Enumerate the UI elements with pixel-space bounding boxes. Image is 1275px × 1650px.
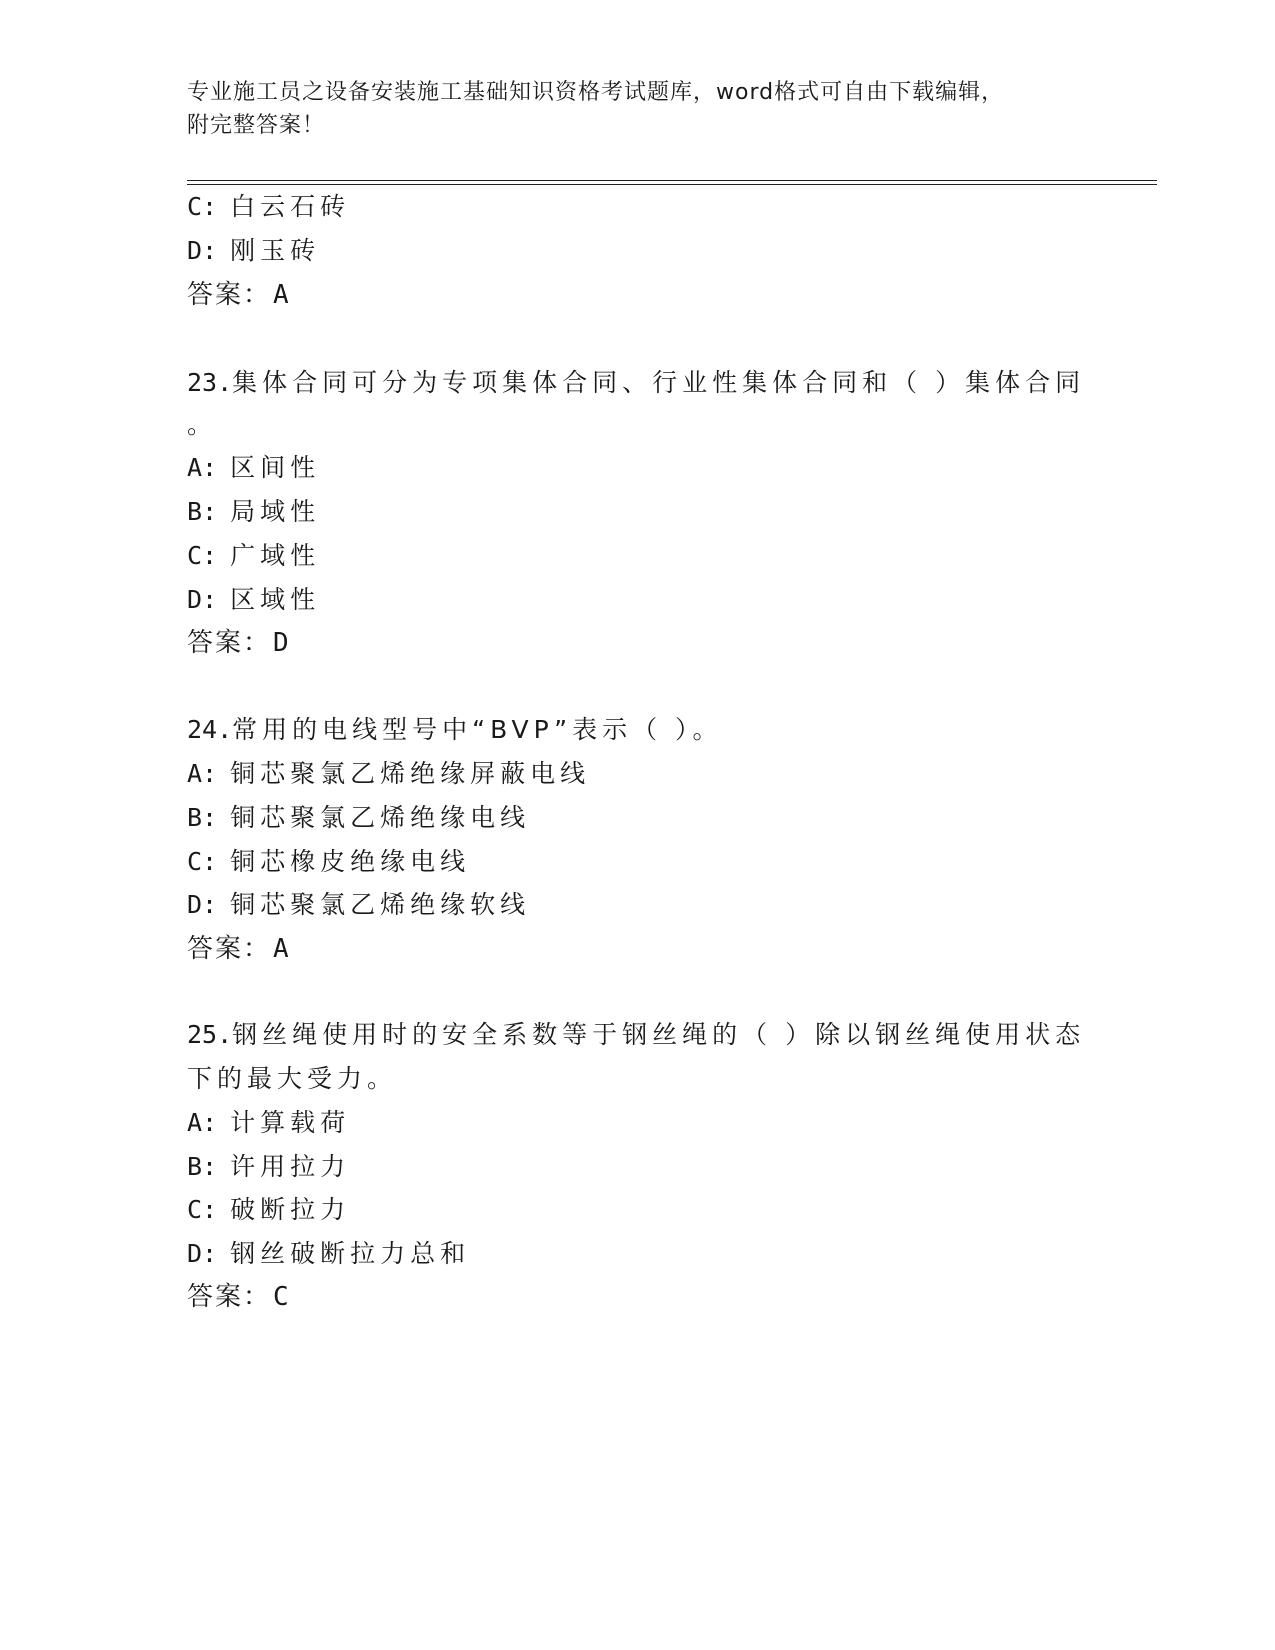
answer-label: 答案： xyxy=(187,934,272,964)
option-text: 刚玉砖 xyxy=(230,236,321,265)
option-text: 铜芯聚氯乙烯绝缘软线 xyxy=(230,890,531,919)
q24-option-b xyxy=(187,801,530,835)
question-number: 25. xyxy=(187,1020,233,1049)
q24-text-line-1 xyxy=(187,713,723,747)
q23-option-a xyxy=(187,451,320,485)
option-text: 铜芯聚氯乙烯绝缘屏蔽电线 xyxy=(230,759,591,788)
option-label: A: xyxy=(187,453,218,482)
option-text: 区间性 xyxy=(230,453,321,482)
q23-option-d xyxy=(187,583,320,617)
q24-answer xyxy=(187,932,291,966)
document-header xyxy=(187,76,1067,142)
answer-value: D xyxy=(273,628,291,658)
question-text: 常用的电线型号中“BVP”表示（ ）。 xyxy=(232,715,723,744)
question-number: 24. xyxy=(187,715,233,744)
option-text: 局域性 xyxy=(230,497,321,526)
question-text: 集体合同可分为专项集体合同、行业性集体合同和（ ）集体合同 xyxy=(232,368,1086,397)
option-label: C: xyxy=(187,541,218,570)
option-label: D: xyxy=(187,585,218,614)
option-text: 破断拉力 xyxy=(230,1195,351,1224)
q22-answer xyxy=(187,278,291,312)
answer-value: C xyxy=(273,1282,291,1312)
q23-text-line-2 xyxy=(187,408,217,442)
option-label: C: xyxy=(187,1195,218,1224)
option-label: B: xyxy=(187,1152,218,1181)
answer-value: A xyxy=(273,934,291,964)
answer-label: 答案： xyxy=(187,628,272,658)
q25-text-line-1 xyxy=(187,1018,1085,1052)
question-text: 钢丝绳使用时的安全系数等于钢丝绳的（ ）除以钢丝绳使用状态 xyxy=(232,1020,1086,1049)
question-number: 23. xyxy=(187,368,233,397)
option-label: D: xyxy=(187,236,218,265)
q25-text-line-2 xyxy=(187,1062,397,1096)
option-label: D: xyxy=(187,1239,218,1268)
q25-answer xyxy=(187,1280,291,1314)
q23-answer xyxy=(187,626,291,660)
question-text: 下的最大受力。 xyxy=(187,1064,398,1093)
header-line-1: 专业施工员之设备安装施工基础知识资格考试题库，word格式可自由下载编辑， xyxy=(187,80,1005,105)
option-text: 许用拉力 xyxy=(230,1152,351,1181)
option-label: C: xyxy=(187,847,218,876)
option-label: A: xyxy=(187,759,218,788)
answer-value: A xyxy=(273,280,291,310)
q25-option-d xyxy=(187,1237,470,1271)
option-label: B: xyxy=(187,803,218,832)
q25-option-b xyxy=(187,1150,350,1184)
q24-option-d xyxy=(187,888,530,922)
option-text: 白云石砖 xyxy=(230,192,351,221)
q25-option-c xyxy=(187,1193,350,1227)
option-text: 铜芯聚氯乙烯绝缘电线 xyxy=(230,803,531,832)
option-label: C: xyxy=(187,192,218,221)
header-divider-bottom xyxy=(187,184,1157,185)
option-text: 铜芯橡皮绝缘电线 xyxy=(230,847,471,876)
q23-text-line-1 xyxy=(187,366,1085,400)
q23-option-b xyxy=(187,495,320,529)
q24-option-a xyxy=(187,757,590,791)
header-line-2: 附完整答案！ xyxy=(187,113,326,138)
answer-label: 答案： xyxy=(187,280,272,310)
option-label: D: xyxy=(187,890,218,919)
option-label: B: xyxy=(187,497,218,526)
option-text: 区域性 xyxy=(230,585,321,614)
option-text: 钢丝破断拉力总和 xyxy=(230,1239,471,1268)
option-text: 广域性 xyxy=(230,541,321,570)
q23-option-c xyxy=(187,539,320,573)
option-label: A: xyxy=(187,1108,218,1137)
q22-option-c xyxy=(187,190,350,224)
answer-label: 答案： xyxy=(187,1282,272,1312)
option-text: 计算载荷 xyxy=(230,1108,351,1137)
q24-option-c xyxy=(187,845,470,879)
q25-option-a xyxy=(187,1106,350,1140)
question-text: 。 xyxy=(187,410,218,439)
header-divider-top xyxy=(187,180,1157,181)
q22-option-d xyxy=(187,234,320,268)
